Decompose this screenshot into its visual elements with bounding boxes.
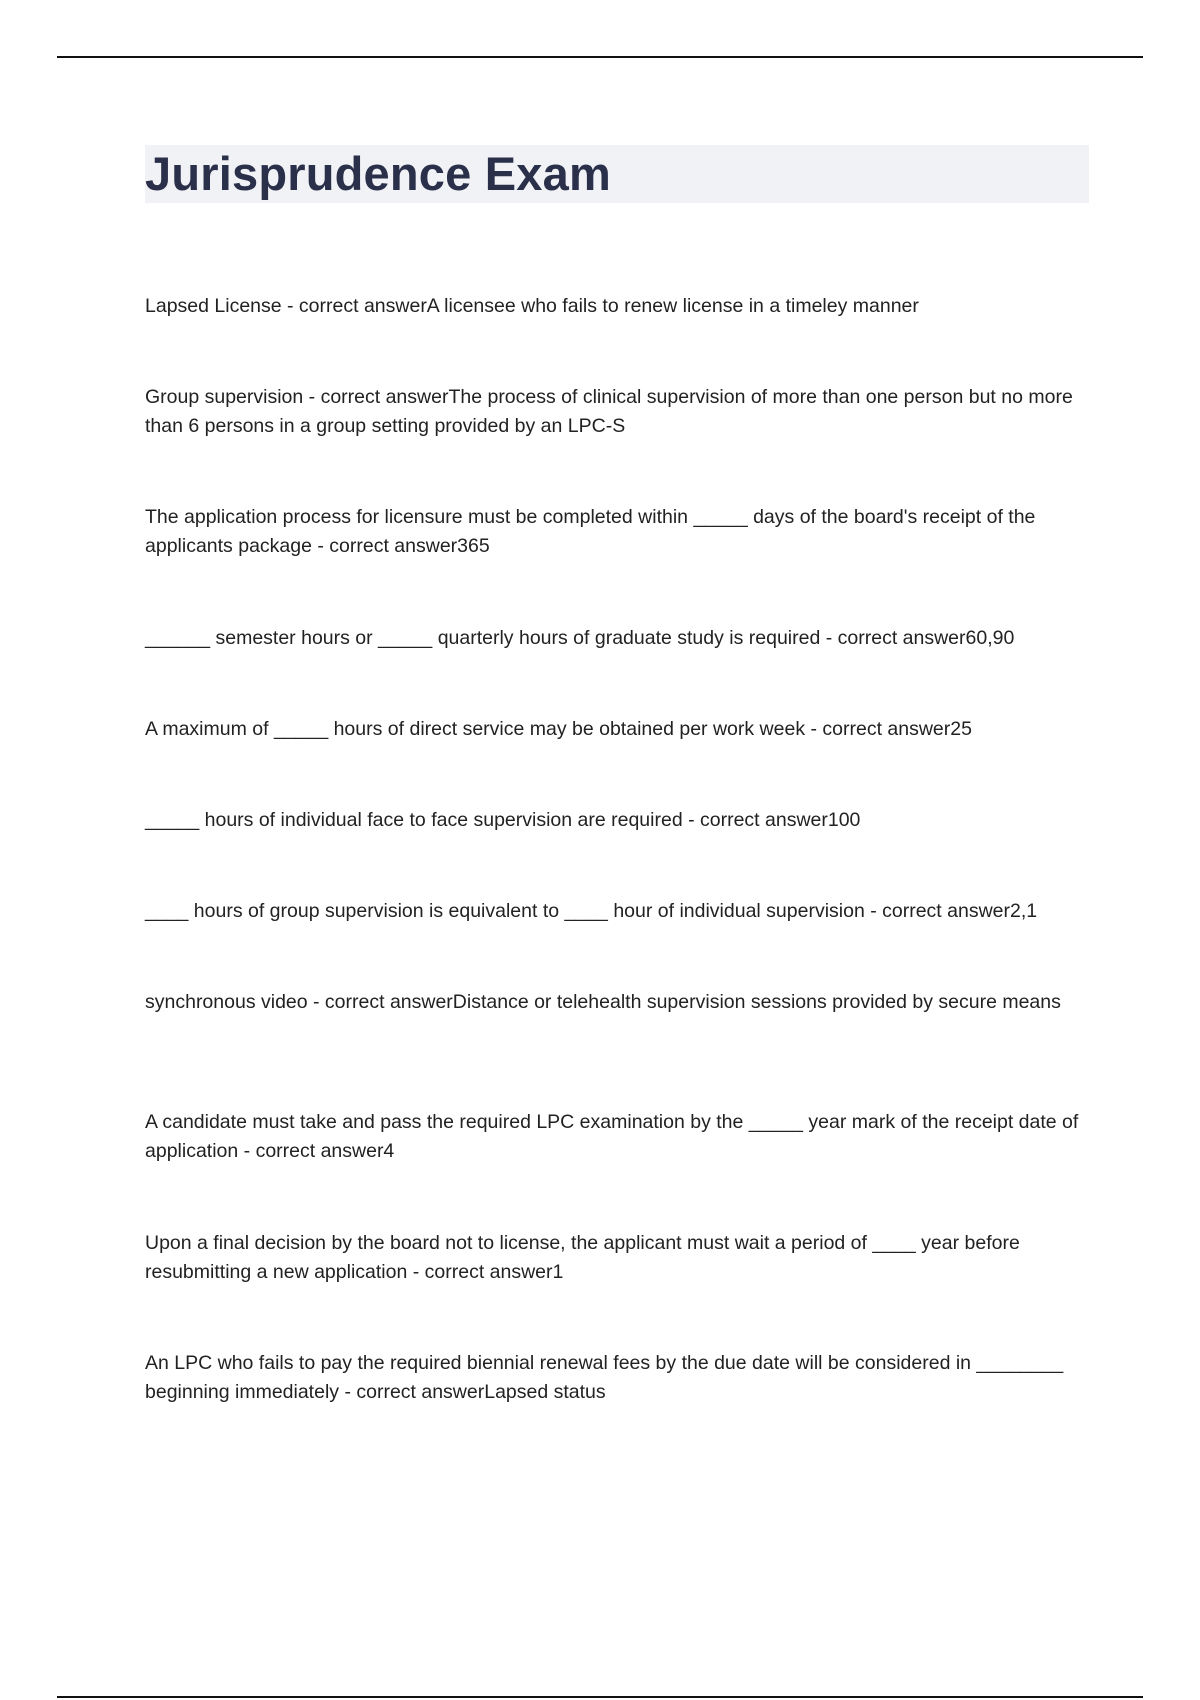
qa-item: synchronous video - correct answerDistance or telehealth supervision sessions provided by secure means bbox=[145, 991, 1061, 1013]
qa-item: Lapsed License - correct answerA licensee who fails to renew license in a timeley manner bbox=[145, 295, 919, 317]
qa-item: A maximum of _____ hours of direct service may be obtained per work week - correct answer25 bbox=[145, 718, 972, 740]
qa-item: An LPC who fails to pay the required biennial renewal fees by the due date will be considered in ________ beginning immediately - correct answerLapsed status bbox=[145, 1352, 1064, 1403]
page-title: Jurisprudence Exam bbox=[145, 147, 611, 200]
qa-item: _____ hours of individual face to face supervision are required - correct answer100 bbox=[145, 809, 861, 831]
qa-item: ______ semester hours or _____ quarterly hours of graduate study is required - correct answer60,90 bbox=[145, 627, 1015, 649]
qa-item: Group supervision - correct answerThe process of clinical supervision of more than one person but no more than 6 persons in a group setting provided by an LPC-S bbox=[145, 386, 1073, 437]
qa-item: The application process for licensure must be completed within _____ days of the board's receipt of the applicants package - correct answer365 bbox=[145, 506, 1036, 557]
bottom-rule bbox=[57, 1696, 1143, 1698]
top-rule bbox=[57, 56, 1143, 58]
qa-item: Upon a final decision by the board not to license, the applicant must wait a period of ____ year before resubmitting a new application - correct answer1 bbox=[145, 1232, 1020, 1283]
qa-item: A candidate must take and pass the required LPC examination by the _____ year mark of the receipt date of application - correct answer4 bbox=[145, 1111, 1079, 1162]
qa-item: ____ hours of group supervision is equivalent to ____ hour of individual supervision - correct answer2,1 bbox=[145, 900, 1038, 922]
